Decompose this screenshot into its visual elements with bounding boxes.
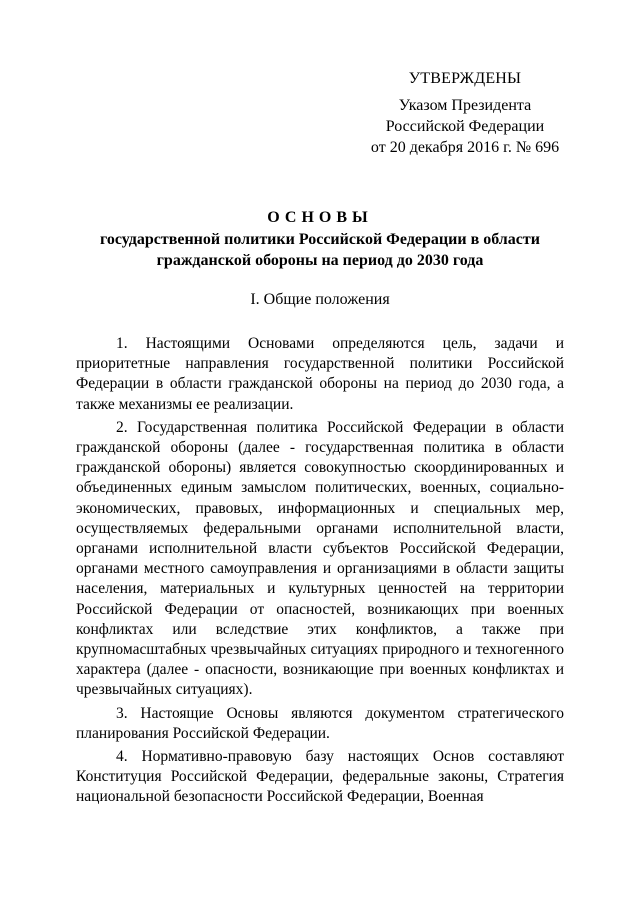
approval-heading: УТВЕРЖДЕНЫ (408, 70, 522, 87)
document-title-line-2: гражданской обороны на период до 2030 года (156, 252, 484, 269)
approval-stamp (360, 68, 570, 158)
document-title-line-1: государственной политики Российской Федерации в области (100, 231, 540, 248)
approval-line-federation: Российской Федерации (385, 118, 545, 135)
document-title (60, 207, 580, 271)
paragraph-4: 4. Нормативно-правовую базу настоящих Основ составляют Конституция Российской Федерации, федеральные законы, Стратегия национальной безопасности Российской Федерации, Военная (76, 748, 564, 806)
approval-line-decree: Указом Президента (398, 97, 532, 114)
paragraph-1: 1. Настоящими Основами определяются цель, задачи и приоритетные направления государственной политики Российской Федерации в области гражданской обороны на период до 2030 года, а также механизмы ее реализации. (76, 335, 564, 413)
paragraph-2: 2. Государственная политика Российской Федерации в области гражданской обороны (далее - государственная политика в области гражданской обороны) является совокупностью скоординированных и объединенных единым замыслом политических, военных, социально-экономических, правовых, информационных и специальных мер, осуществляемых федеральными органами исполнительной власти, органами исполнительной власти субъектов Российской Федерации, органами местного самоуправления и организациями в области защиты населения, материальных и культурных ценностей на территории Российской Федерации от опасностей, возникающих при военных конфликтах или вследствие этих конфликтов, а также при крупномасштабных чрезвычайных ситуациях природного и техногенного характера (далее - опасности, возникающие при военных конфликтах и чрезвычайных ситуациях). (76, 418, 564, 699)
document-title-main: ОСНОВЫ (267, 209, 373, 226)
document-body (76, 334, 564, 811)
paragraph-3: 3. Настоящие Основы являются документом стратегического планирования Российской Федерации. (76, 704, 564, 742)
approval-line-date: от 20 декабря 2016 г. № 696 (370, 139, 560, 156)
section-heading: I. Общие положения (250, 291, 390, 308)
